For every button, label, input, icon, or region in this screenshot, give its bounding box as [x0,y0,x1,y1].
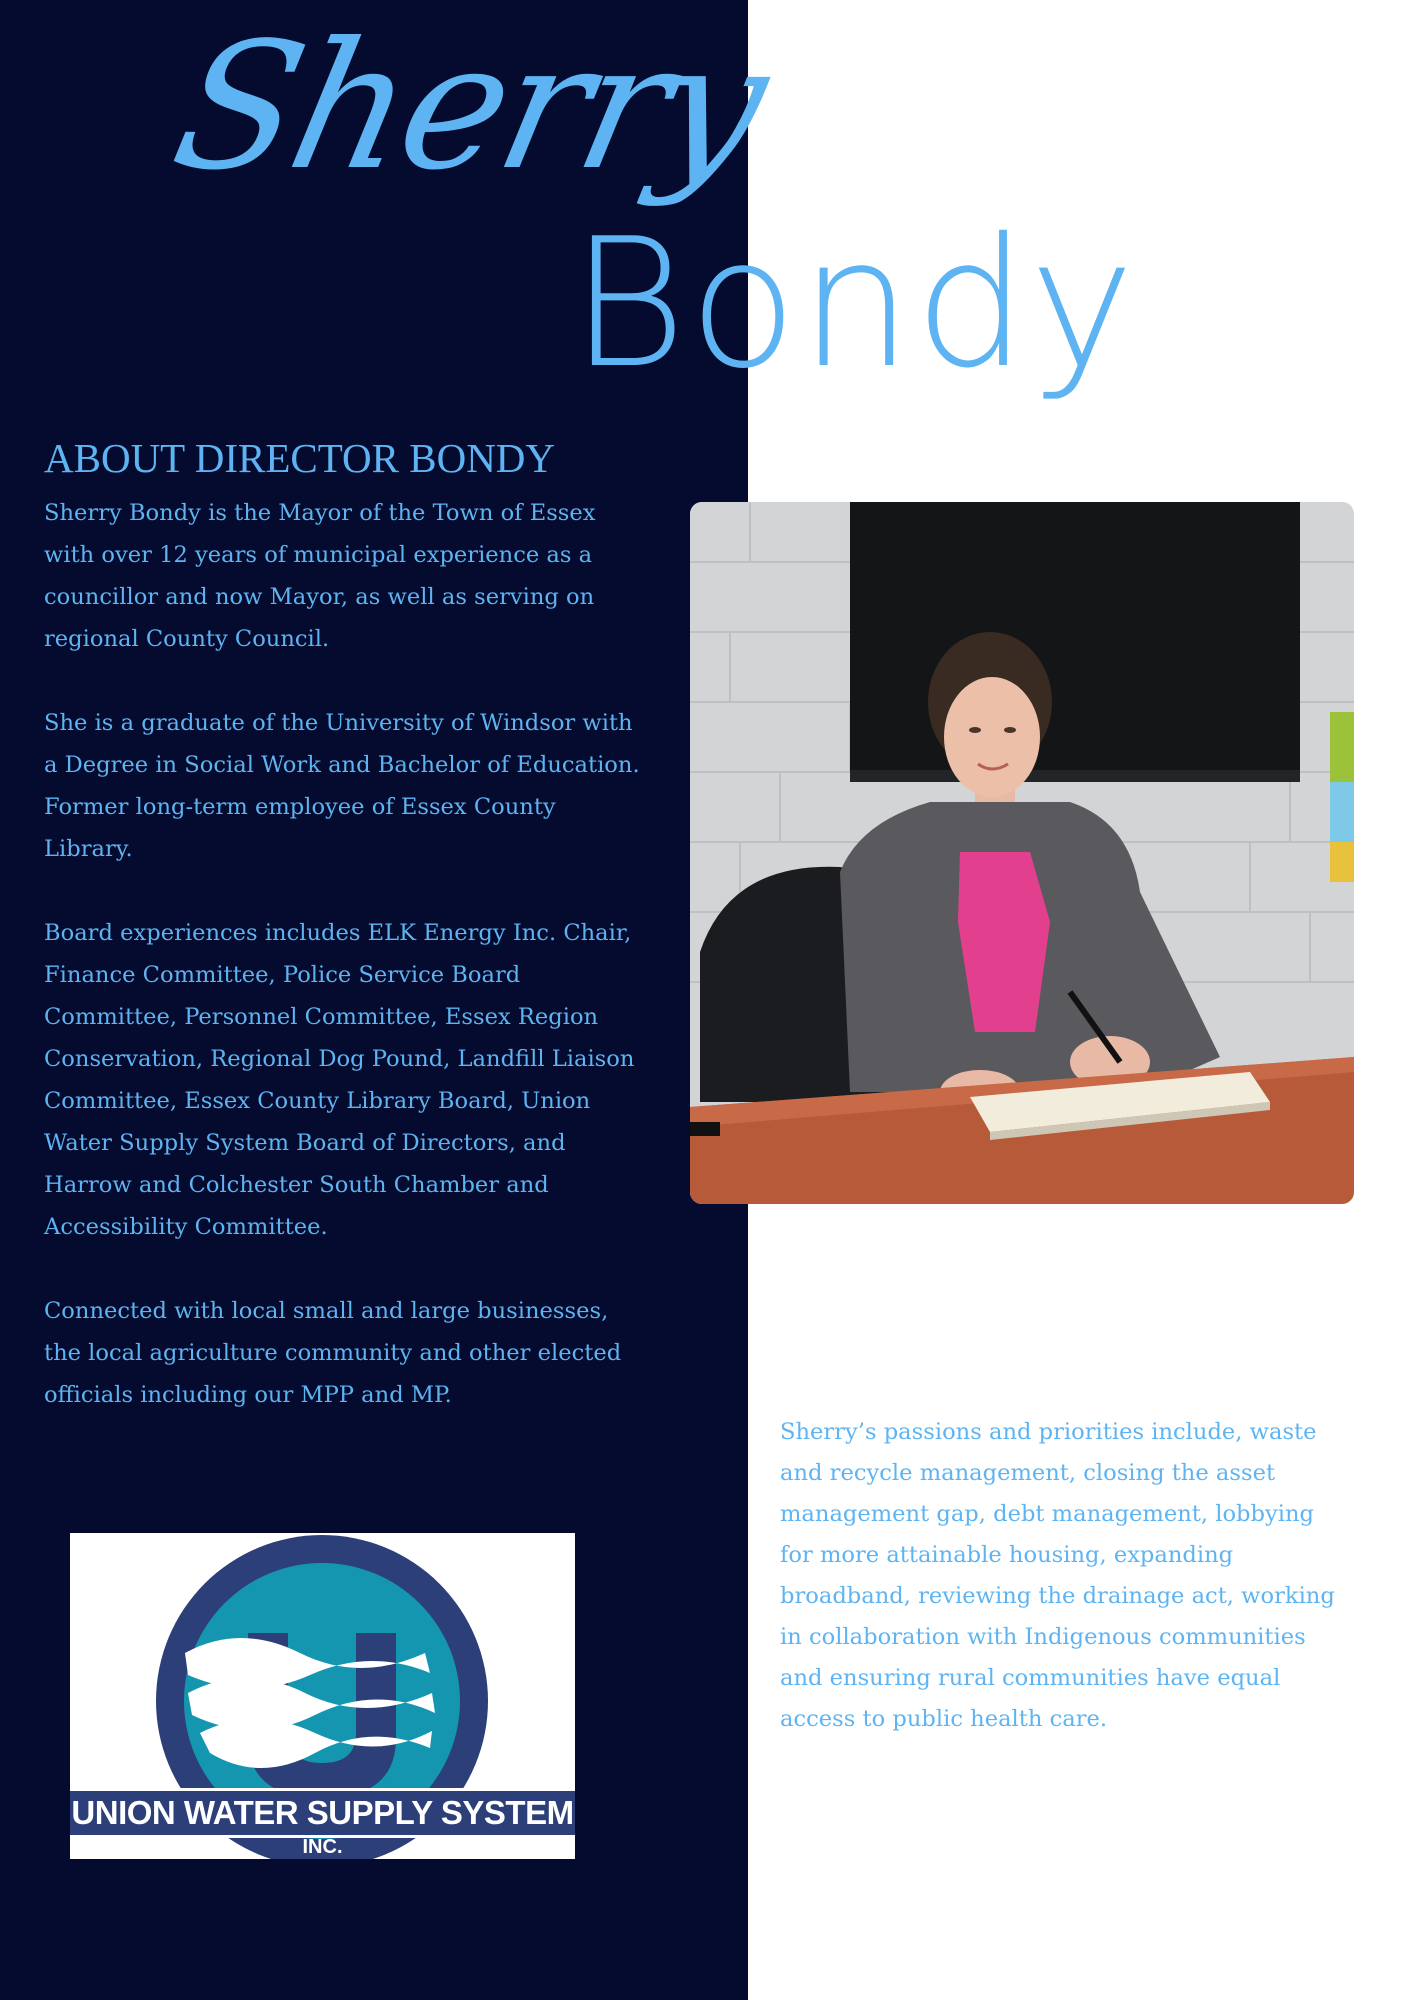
about-paragraph-education: She is a graduate of the University of Windsor with a Degree in Social Work and Bachelor of Education. Former long-term employee of Essex County Library. [44,710,640,862]
about-body [44,492,644,1458]
about-paragraph-connections: Connected with local small and large businesses, the local agriculture community and other elected officials including our MPP and MP. [44,1298,622,1408]
logo-banner-name: UNION WATER SUPPLY SYSTEM [71,1794,574,1831]
priorities-text: Sherry’s passions and priorities include, waste and recycle management, closing the asset management gap, debt management, lobbying for more attainable housing, expanding broadband, reviewing the drainage act, working in collaboration with Indigenous communities and ensuring rural communities have equal access to public health care. [780,1419,1335,1732]
logo-banner-suffix: INC. [302,1836,343,1858]
about-paragraph-boards: Board experiences includes ELK Energy Inc. Chair, Finance Committee, Police Service Board Committee, Personnel Committee, Essex Region Conservation, Regional Dog Pound, Landfill Liaison Committee, Essex County Library Board, Union Water Supply System Board of Directors, and Harrow and Colchester South Chamber and Accessibility Committee. [44,920,635,1240]
union-water-logo [70,1533,575,1859]
about-paragraph-role: Sherry Bondy is the Mayor of the Town of Essex with over 12 years of municipal experience as a councillor and now Mayor, as well as serving on regional County Council. [44,500,596,652]
portrait-photo [690,502,1354,1204]
last-name-title: Bondy [570,200,1137,407]
portrait-illustration [690,502,1354,1204]
about-heading: ABOUT DIRECTOR BONDY [44,435,556,481]
first-name-script: Sherry [158,6,780,209]
